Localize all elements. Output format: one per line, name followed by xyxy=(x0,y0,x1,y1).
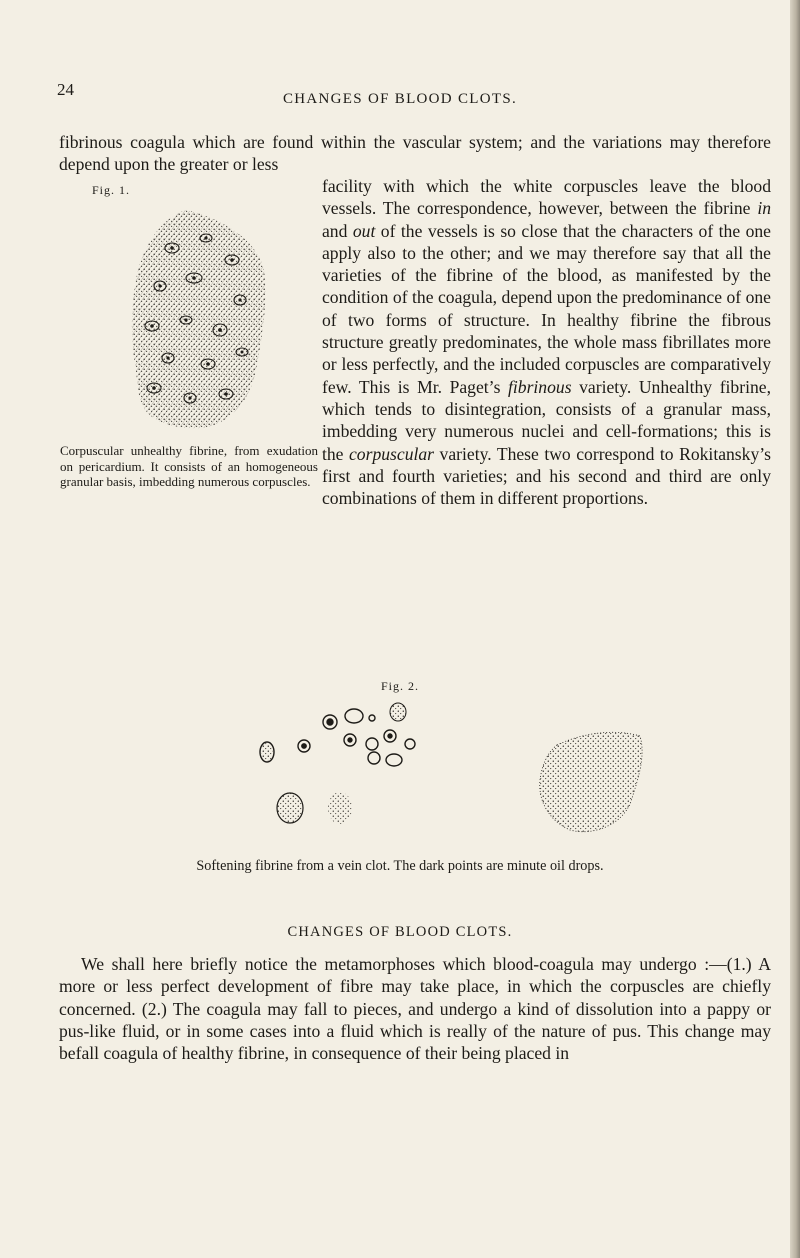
figure-2-caption: Softening fibrine from a vein clot. The dark points are minute oil drops. xyxy=(196,858,604,874)
italic-fibrinous: fibrinous xyxy=(508,376,572,397)
italic-in: in xyxy=(757,198,771,219)
paragraph-body-part: variety. Unhealthy fibrine, which tends to disintegration, consists of a granular mass, imbedding very numerous nuclei and cell-formations; this is the xyxy=(322,376,771,464)
paragraph-body-part: of the vessels is so close that the characters of the one apply also to the other; and we may therefore say that all the varieties of the fibrine of the blood, as manifested by the condition of the coagula, depend upon the predominance of one of two forms of structure. In healthy fibrine the fibrous structure greatly predominates, the whole mass fibrillates more or less perfectly, and the included corpuscles are comparatively few. This is Mr. Paget’s xyxy=(322,220,771,397)
figure-2-label: Fig. 2. xyxy=(380,679,419,693)
figure-1-label: Fig. 1. xyxy=(92,183,131,197)
figure-2-illustration xyxy=(232,700,647,840)
figure-1-caption: Corpuscular unhealthy fibrine, from exudation on pericardium. It consists of an homogeneous granular basis, imbedding numerous corpuscles. xyxy=(60,443,318,489)
section-paragraph: We shall here briefly notice the metamorphoses which blood-coagula may undergo :—(1.) A more or less perfect development of fibre may take place, in which the corpuscles are chiefly concerned. (2.) The coagula may fall to pieces, and undergo a kind of dissolution into a pappy or pus-like fluid, or in some cases into a fluid which is really of the nature of pus. This change may befall coagula of healthy fibrine, in consequence of their being placed in xyxy=(59,954,771,1064)
paragraph-body-part: variety. These two correspond to Rokitansky’s first and fourth varieties; and his second and third are only combinations of them in different proportions. xyxy=(322,443,771,509)
italic-out: out xyxy=(352,220,376,241)
page-number: 24 xyxy=(57,80,74,99)
figure-1-illustration xyxy=(128,208,268,430)
page-edge xyxy=(790,0,800,1258)
section-heading: CHANGES OF BLOOD CLOTS. xyxy=(287,924,513,940)
paragraph-body-part: and xyxy=(322,220,353,241)
paragraph-body-part: facility with which the white corpuscles leave the blood vessels. The correspondence, however, between the fibrine xyxy=(322,176,771,219)
paragraph-body xyxy=(322,175,771,509)
italic-corpuscular: corpuscular xyxy=(349,443,435,464)
paragraph-intro: fibrinous coagula which are found within the vascular system; and the variations may therefore depend upon the greater or less xyxy=(59,132,771,175)
running-head: CHANGES OF BLOOD CLOTS. xyxy=(282,91,518,107)
